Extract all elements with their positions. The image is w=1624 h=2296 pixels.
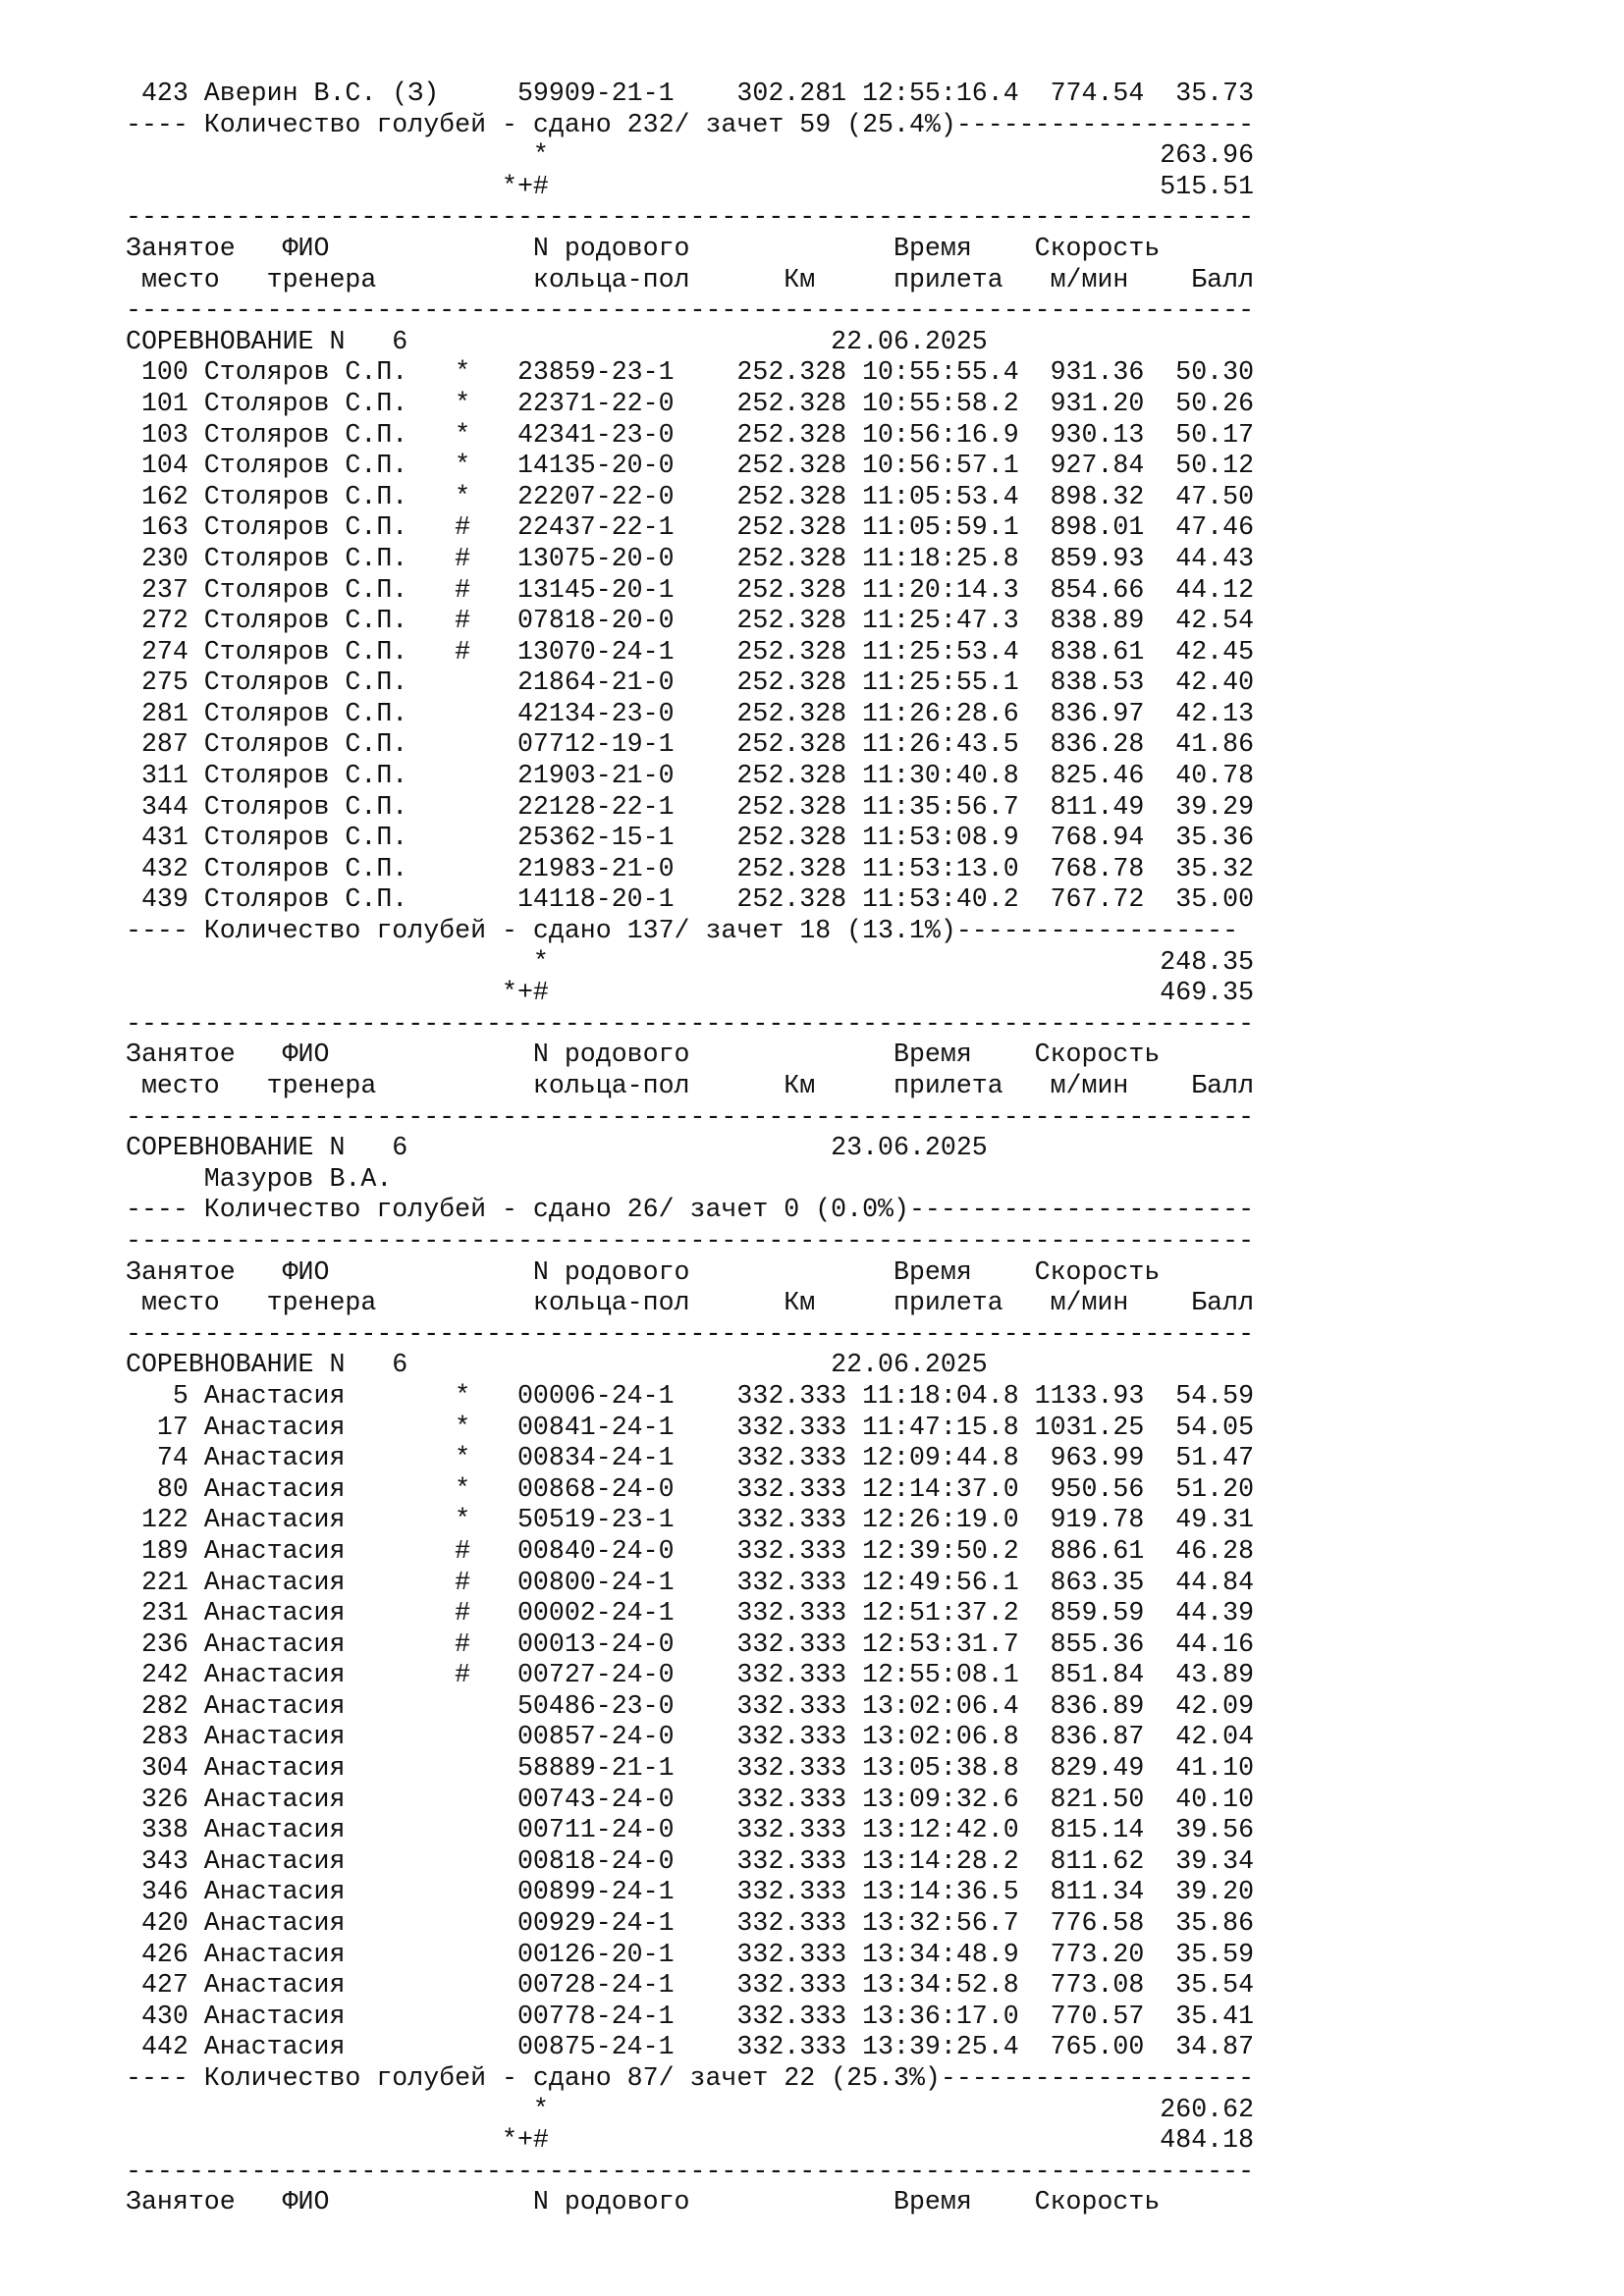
- result-row: 103 Столяров С.П. * 42341-23-0 252.328 10:56:16.9 930.13 50.17: [126, 419, 1255, 450]
- result-row: 5 Анастасия * 00006-24-1 332.333 11:18:04.8 1133.93 54.59: [126, 1380, 1255, 1411]
- column-header: место тренера кольца-пол Км прилета м/мин Балл: [126, 264, 1255, 294]
- result-row: 100 Столяров С.П. * 23859-23-1 252.328 10:55:55.4 931.36 50.30: [126, 357, 1255, 388]
- column-header: Занятое ФИО N родового Время Скорость: [126, 2187, 1161, 2217]
- result-row: 275 Столяров С.П. 21864-21-0 252.328 11:25:55.1 838.53 42.40: [126, 667, 1255, 698]
- result-row: 439 Столяров С.П. 14118-20-1 252.328 11:53:40.2 767.72 35.00: [126, 884, 1255, 915]
- result-row: 163 Столяров С.П. # 22437-22-1 252.328 11:05:59.1 898.01 47.46: [126, 512, 1255, 543]
- result-row: 442 Анастасия 00875-24-1 332.333 13:39:25.4 765.00 34.87: [126, 2032, 1255, 2062]
- result-row: 272 Столяров С.П. # 07818-20-0 252.328 11:25:47.3 838.89 42.54: [126, 606, 1255, 636]
- column-header: Занятое ФИО N родового Время Скорость: [126, 1256, 1161, 1287]
- summary-line: ---- Количество голубей - сдано 232/ зачет 59 (25.4%)-------------------: [126, 109, 1255, 139]
- result-row: 221 Анастасия # 00800-24-1 332.333 12:49:56.1 863.35 44.84: [126, 1567, 1255, 1597]
- total-line: *+# 469.35: [126, 978, 1255, 1008]
- result-row: 426 Анастасия 00126-20-1 332.333 13:34:48.9 773.20 35.59: [126, 1939, 1255, 1969]
- total-line: *+# 515.51: [126, 171, 1255, 201]
- separator-line: ------------------------------------------------------------------------: [126, 2156, 1255, 2186]
- total-line: * 248.35: [126, 946, 1255, 977]
- separator-line: ------------------------------------------------------------------------: [126, 1101, 1255, 1132]
- competition-header: СОРЕВНОВАНИЕ N 6 22.06.2025: [126, 326, 988, 356]
- result-row: 430 Анастасия 00778-24-1 332.333 13:36:17.0 770.57 35.41: [126, 2001, 1255, 2031]
- result-row: 230 Столяров С.П. # 13075-20-0 252.328 11:18:25.8 859.93 44.43: [126, 543, 1255, 573]
- result-row: 311 Столяров С.П. 21903-21-0 252.328 11:30:40.8 825.46 40.78: [126, 761, 1255, 791]
- result-row: 283 Анастасия 00857-24-0 332.333 13:02:06.8 836.87 42.04: [126, 1722, 1255, 1752]
- result-row: 427 Анастасия 00728-24-1 332.333 13:34:52.8 773.08 35.54: [126, 1970, 1255, 2001]
- column-header: место тренера кольца-пол Км прилета м/мин Балл: [126, 1288, 1255, 1318]
- result-row: 242 Анастасия # 00727-24-0 332.333 12:55:08.1 851.84 43.89: [126, 1660, 1255, 1690]
- result-row: 236 Анастасия # 00013-24-0 332.333 12:53:31.7 855.36 44.16: [126, 1629, 1255, 1659]
- result-row: 282 Анастасия 50486-23-0 332.333 13:02:06.4 836.89 42.09: [126, 1690, 1255, 1721]
- separator-line: ------------------------------------------------------------------------: [126, 1008, 1255, 1039]
- result-row: 237 Столяров С.П. # 13145-20-1 252.328 11:20:14.3 854.66 44.12: [126, 574, 1255, 605]
- result-row: 346 Анастасия 00899-24-1 332.333 13:14:36.5 811.34 39.20: [126, 1877, 1255, 1907]
- competition-header: СОРЕВНОВАНИЕ N 6 22.06.2025: [126, 1350, 988, 1380]
- result-row: 274 Столяров С.П. # 13070-24-1 252.328 11:25:53.4 838.61 42.45: [126, 636, 1255, 667]
- result-row: 122 Анастасия * 50519-23-1 332.333 12:26:19.0 919.78 49.31: [126, 1505, 1255, 1535]
- summary-line: ---- Количество голубей - сдано 26/ зачет 0 (0.0%)----------------------: [126, 1195, 1255, 1225]
- total-line: *+# 484.18: [126, 2125, 1255, 2156]
- result-row: 343 Анастасия 00818-24-0 332.333 13:14:28.2 811.62 39.34: [126, 1845, 1255, 1876]
- column-header: Занятое ФИО N родового Время Скорость: [126, 233, 1161, 263]
- result-row: 231 Анастасия # 00002-24-1 332.333 12:51:37.2 859.59 44.39: [126, 1598, 1255, 1629]
- total-line: * 260.62: [126, 2094, 1255, 2124]
- result-row: 423 Аверин В.С. (З) 59909-21-1 302.281 12:55:16.4 774.54 35.73: [126, 79, 1255, 108]
- result-row: 189 Анастасия # 00840-24-0 332.333 12:39:50.2 886.61 46.28: [126, 1535, 1255, 1566]
- column-header: место тренера кольца-пол Км прилета м/мин Балл: [126, 1071, 1255, 1100]
- result-row: 338 Анастасия 00711-24-0 332.333 13:12:42.0 815.14 39.56: [126, 1815, 1255, 1845]
- result-row: 80 Анастасия * 00868-24-0 332.333 12:14:37.0 950.56 51.20: [126, 1473, 1255, 1504]
- column-header: Занятое ФИО N родового Время Скорость: [126, 1040, 1161, 1070]
- trainer-line: Мазуров В.А.: [126, 1163, 393, 1194]
- result-row: 74 Анастасия * 00834-24-1 332.333 12:09:44.8 963.99 51.47: [126, 1443, 1255, 1473]
- result-row: 17 Анастасия * 00841-24-1 332.333 11:47:15.8 1031.25 54.05: [126, 1412, 1255, 1442]
- result-row: 431 Столяров С.П. 25362-15-1 252.328 11:53:08.9 768.94 35.36: [126, 823, 1255, 853]
- result-row: 287 Столяров С.П. 07712-19-1 252.328 11:26:43.5 836.28 41.86: [126, 729, 1255, 760]
- result-row: 304 Анастасия 58889-21-1 332.333 13:05:38.8 829.49 41.10: [126, 1753, 1255, 1784]
- results-report: [126, 79, 1254, 2218]
- result-row: 432 Столяров С.П. 21983-21-0 252.328 11:53:13.0 768.78 35.32: [126, 853, 1255, 883]
- summary-line: ---- Количество голубей - сдано 87/ зачет 22 (25.3%)--------------------: [126, 2063, 1255, 2093]
- total-line: * 263.96: [126, 140, 1255, 171]
- result-row: 104 Столяров С.П. * 14135-20-0 252.328 10:56:57.1 927.84 50.12: [126, 451, 1255, 481]
- result-row: 344 Столяров С.П. 22128-22-1 252.328 11:35:56.7 811.49 39.29: [126, 791, 1255, 822]
- result-row: 420 Анастасия 00929-24-1 332.333 13:32:56.7 776.58 35.86: [126, 1908, 1255, 1939]
- separator-line: ------------------------------------------------------------------------: [126, 1318, 1255, 1349]
- result-row: 162 Столяров С.П. * 22207-22-0 252.328 11:05:53.4 898.32 47.50: [126, 481, 1255, 511]
- result-row: 281 Столяров С.П. 42134-23-0 252.328 11:26:28.6 836.97 42.13: [126, 698, 1255, 728]
- separator-line: ------------------------------------------------------------------------: [126, 295, 1255, 326]
- competition-header: СОРЕВНОВАНИЕ N 6 23.06.2025: [126, 1133, 988, 1163]
- separator-line: ------------------------------------------------------------------------: [126, 202, 1255, 233]
- result-row: 326 Анастасия 00743-24-0 332.333 13:09:32.6 821.50 40.10: [126, 1784, 1255, 1814]
- summary-line: ---- Количество голубей - сдано 137/ зачет 18 (13.1%)------------------: [126, 916, 1239, 946]
- separator-line: ------------------------------------------------------------------------: [126, 1225, 1255, 1255]
- result-row: 101 Столяров С.П. * 22371-22-0 252.328 10:55:58.2 931.20 50.26: [126, 388, 1255, 418]
